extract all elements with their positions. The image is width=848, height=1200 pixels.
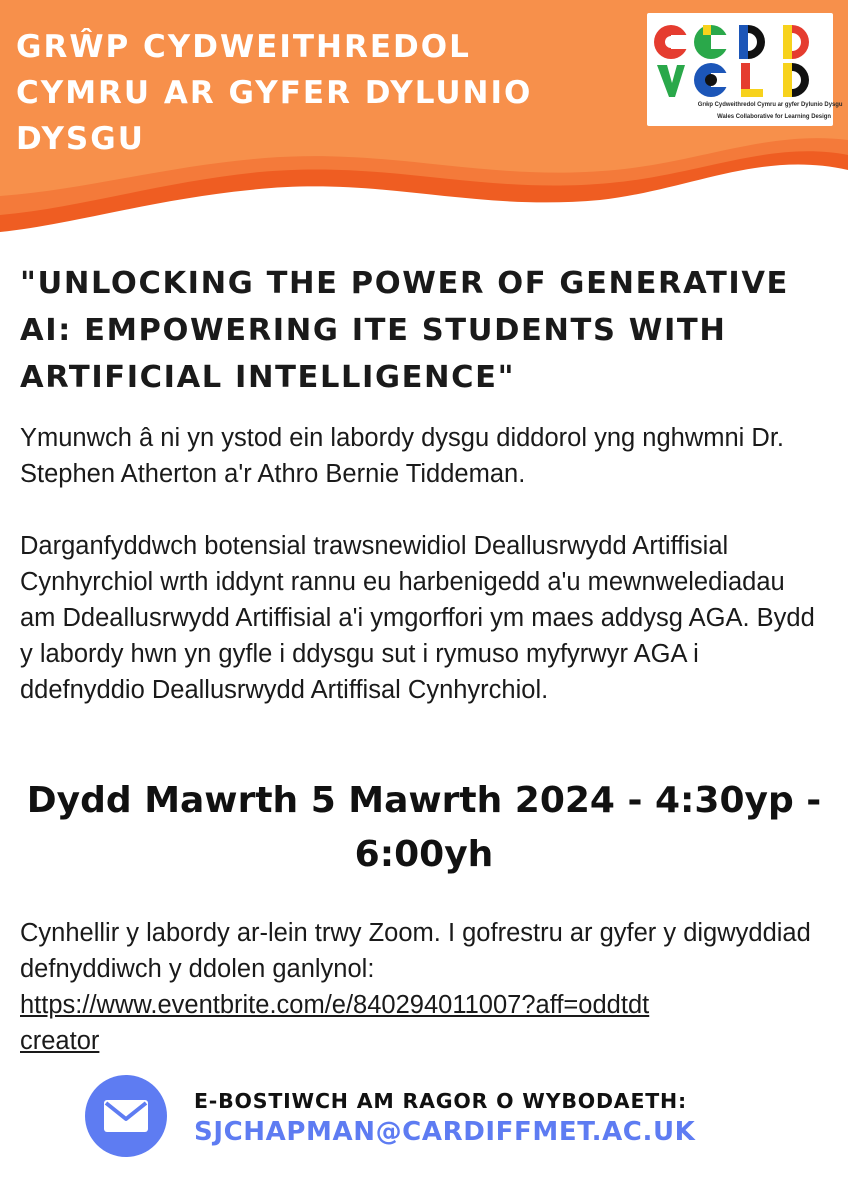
wcld-logo — [647, 13, 843, 126]
logo-text-english: Wales Collaborative for Learning Design — [717, 113, 831, 120]
event-date-time: Dydd Mawrth 5 Mawrth 2024 - 4:30yp - 6:00yh — [26, 780, 822, 875]
intro-paragraph: Ymunwch â ni yn ystod ein labordy dysgu diddorol yng nghwmni Dr. Stephen Atherton a'r Athro Bernie Tiddeman. — [20, 424, 784, 488]
mail-icon[interactable] — [85, 1075, 167, 1157]
contact-email-link[interactable]: SJCHAPMAN@CARDIFFMET.AC.UK — [194, 1117, 696, 1147]
event-title: "UNLOCKING THE POWER OF GENERATIVE AI: EMPOWERING ITE STUDENTS WITH ARTIFICIAL INTELLIGENCE" — [20, 266, 789, 395]
description-paragraph: Darganfyddwch botensial trawsnewidiol Deallusrwydd Artiffisial Cynhyrchiol wrth iddynt rannu eu harbenigedd a'u mewnwelediadau am Ddeallusrwydd Artiffisial a'i ymgorffori ym maes addysg AGA. Bydd y labordy hwn yn gyfle i ddysgu sut i rymuso myfyrwyr AGA i ddefnyddio Deallusrwydd Artiffisal Cynhyrchiol. — [20, 532, 815, 704]
registration-link[interactable]: https://www.eventbrite.com/e/840294011007?aff=oddtdtcreator — [20, 991, 650, 1055]
registration-block — [20, 915, 830, 1059]
registration-text: Cynhellir y labordy ar-lein trwy Zoom. I gofrestru ar gyfer y digwyddiad defnyddiwch y ddolen ganlynol: — [20, 919, 811, 983]
group-title: GRŴP CYDWEITHREDOL CYMRU AR GYFER DYLUNIO DYSGU — [16, 29, 533, 157]
logo-text-welsh: Grŵp Cydweithredol Cymru ar gyfer Dylunio Dysgu — [697, 101, 843, 108]
logo-mark-icon — [647, 13, 833, 101]
contact-label: E-BOSTIWCH AM RAGOR O WYBODAETH: — [194, 1089, 688, 1113]
envelope-icon — [85, 1075, 167, 1157]
